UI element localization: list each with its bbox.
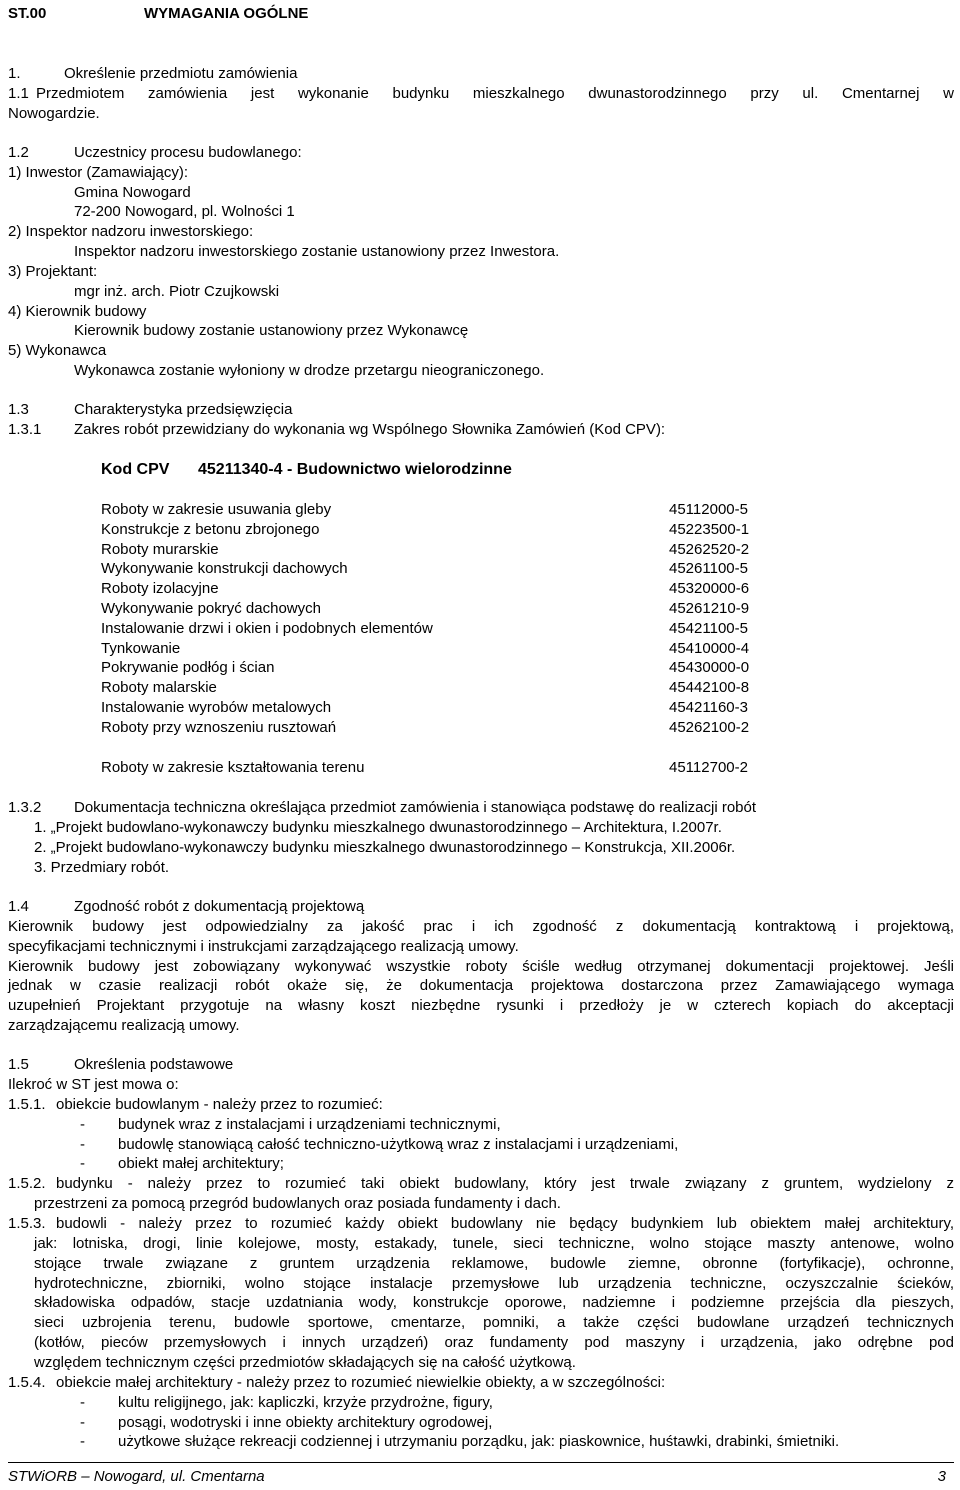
section-1-1-text-cont: Nowogardzie. (8, 105, 100, 122)
definition-number: 1.5.3. (8, 1215, 46, 1232)
doc-list-item: 3. Przedmiary robót. (34, 859, 170, 876)
definition-list-item: kultu religijnego, jak: kapliczki, krzyże przydrożne, figury, (118, 1394, 493, 1411)
participant-investor: 1) Inwestor (Zamawiający): (8, 164, 189, 181)
cpv-item-name: Instalowanie drzwi i okien i podobnych elementów (101, 620, 433, 637)
participant-site-manager: 4) Kierownik budowy (8, 303, 147, 320)
designer-name: mgr inż. arch. Piotr Czujkowski (74, 283, 280, 300)
list-dash: - (80, 1155, 85, 1172)
cpv-item-code: 45430000-0 (669, 659, 750, 676)
definition-text: obiekcie budowlanym - należy przez to rozumieć: (56, 1096, 383, 1113)
section-1-3-title: Charakterystyka przedsięwzięcia (74, 401, 293, 418)
cpv-item-name: Roboty przy wznoszeniu rusztowań (101, 719, 337, 736)
definition-list-item: budynek wraz z instalacjami i urządzeniami technicznymi, (118, 1116, 501, 1133)
section-1-3-2-number: 1.3.2 (8, 799, 42, 816)
definition-list-item: posągi, wodotryski i inne obiekty architektury ogrodowej, (118, 1414, 493, 1431)
definition-text-cont: względem technicznym części przedmiotów składających się na całość użytkową. (34, 1354, 576, 1371)
page-title: WYMAGANIA OGÓLNE (144, 5, 309, 22)
cpv-item-code: 45223500-1 (669, 521, 750, 538)
definition-text: budynku - należy przez to rozumieć taki obiekt budowlany, który jest trwale związany z gruntem, wydzielony z (56, 1175, 954, 1192)
cpv-item-name: Wykonywanie pokryć dachowych (101, 600, 321, 617)
participant-designer: 3) Projektant: (8, 263, 98, 280)
cpv-item-name: Instalowanie wyrobów metalowych (101, 699, 332, 716)
list-dash: - (80, 1116, 85, 1133)
definition-number: 1.5.1. (8, 1096, 46, 1113)
section-1-4-title: Zgodność robót z dokumentacją projektową (74, 898, 365, 915)
definition-number: 1.5.2. (8, 1175, 46, 1192)
cpv-item-name: Roboty w zakresie kształtowania terenu (101, 759, 365, 776)
cpv-item-name: Roboty malarskie (101, 679, 217, 696)
definition-text: budowli - należy przez to rozumieć każdy obiekt budowlany nie będący budynkiem lub obiektem małej architektury, (56, 1215, 954, 1232)
participant-contractor: 5) Wykonawca (8, 342, 107, 359)
inspector-info: Inspektor nadzoru inwestorskiego zostanie ustanowiony przez Inwestora. (74, 243, 560, 260)
definition-number: 1.5.4. (8, 1374, 46, 1391)
cpv-label: Kod CPV (101, 461, 170, 478)
contractor-info: Wykonawca zostanie wyłoniony w drodze przetargu nieograniczonego. (74, 362, 545, 379)
definition-text-cont: jak: lotniska, drogi, linie kolejowe, mosty, estakady, tunele, sieci techniczne, wolno stojące maszty antenowe, wolno (34, 1235, 954, 1252)
investor-address: 72-200 Nowogard, pl. Wolności 1 (74, 203, 295, 220)
cpv-item-code: 45112700-2 (669, 759, 748, 776)
cpv-item-code: 45262100-2 (669, 719, 750, 736)
section-1-2-number: 1.2 (8, 144, 29, 161)
definition-list-item: budowlę stanowiącą całość techniczno-użytkową wraz z instalacjami i urządzeniami, (118, 1136, 679, 1153)
cpv-item-code: 45421160-3 (669, 699, 748, 716)
section-1-3-2-text: Dokumentacja techniczna określająca przedmiot zamówienia i stanowiąca podstawę do realizacji robót (74, 799, 757, 816)
section-1-4-paragraph-line: jednak w czasie realizacji robót okaże się, że dokumentacja projektowa dostarczona przez Zamawiającego wymaga (8, 977, 954, 994)
definition-text-cont: hydrotechniczne, zbiorniki, wolno stojące instalacje przemysłowe lub urządzenia techniczne, oczyszczalnie ścieków, (34, 1275, 954, 1292)
section-1-4-number: 1.4 (8, 898, 29, 915)
definition-text-cont: przestrzeni za pomocą przegród budowlanych oraz posiada fundamenty i dach. (34, 1195, 561, 1212)
doc-list-item: 1. „Projekt budowlano-wykonawczy budynku mieszkalnego dwunastorodzinnego – Architektura, I.2007r. (34, 819, 722, 836)
section-1-5-number: 1.5 (8, 1056, 29, 1073)
section-1-4-paragraph-line: specyfikacjami technicznymi i instrukcjami zarządzającego realizacją umowy. (8, 938, 519, 955)
section-1-4-paragraph-line: Kierownik budowy jest zobowiązany wykonywać wszystkie roboty ściśle według otrzymanej dokumentacji projektowej. Jeśli (8, 958, 954, 975)
cpv-item-code: 45410000-4 (669, 640, 750, 657)
section-1-4-paragraph-line: Kierownik budowy jest odpowiedzialny za jakość prac i ich zgodność z dokumentacją kontraktową i projektową, (8, 918, 954, 935)
list-dash: - (80, 1394, 85, 1411)
section-1-3-1-text: Zakres robót przewidziany do wykonania wg Wspólnego Słownika Zamówień (Kod CPV): (74, 421, 666, 438)
spec-code: ST.00 (8, 5, 47, 22)
participant-inspector: 2) Inspektor nadzoru inwestorskiego: (8, 223, 254, 240)
list-dash: - (80, 1433, 85, 1450)
cpv-item-code: 45262520-2 (669, 541, 750, 558)
cpv-item-code: 45261210-9 (669, 600, 750, 617)
cpv-main-code: 45211340-4 - Budownictwo wielorodzinne (198, 461, 512, 478)
section-1-1-text: Przedmiotem zamówienia jest wykonanie budynku mieszkalnego dwunastorodzinnego przy ul. Cmentarnej w (36, 85, 954, 102)
definition-text-cont: sieci uzbrojenia terenu, budowle sportowe, cmentarze, pomniki, a także części budowlane urządzeń technicznych (34, 1314, 954, 1331)
section-1-5-title: Określenia podstawowe (74, 1056, 234, 1073)
cpv-item-name: Wykonywanie konstrukcji dachowych (101, 560, 348, 577)
list-dash: - (80, 1136, 85, 1153)
section-1-2-title: Uczestnicy procesu budowlanego: (74, 144, 302, 161)
section-1-3-number: 1.3 (8, 401, 29, 418)
cpv-item-name: Roboty murarskie (101, 541, 219, 558)
definition-list-item: obiekt małej architektury; (118, 1155, 284, 1172)
site-manager-info: Kierownik budowy zostanie ustanowiony przez Wykonawcę (74, 322, 469, 339)
definition-text: obiekcie małej architektury - należy przez to rozumieć niewielkie obiekty, a w szczególności: (56, 1374, 666, 1391)
cpv-item-name: Konstrukcje z betonu zbrojonego (101, 521, 320, 538)
cpv-item-name: Roboty w zakresie usuwania gleby (101, 501, 332, 518)
section-1-3-1-number: 1.3.1 (8, 421, 42, 438)
cpv-item-name: Roboty izolacyjne (101, 580, 219, 597)
section-1-5-intro: Ilekroć w ST jest mowa o: (8, 1076, 179, 1093)
section-1-4-paragraph-line: zarządzającemu realizacją umowy. (8, 1017, 240, 1034)
footer-divider (8, 1462, 954, 1463)
section-1-title: Określenie przedmiotu zamówienia (64, 65, 298, 82)
definition-text-cont: stojące trwale związane z gruntem urządzenia reklamowe, budowle ziemne, obronne (fortyfikacje), ochronne, (34, 1255, 954, 1272)
footer-doc-name: STWiORB – Nowogard, ul. Cmentarna (8, 1468, 265, 1485)
cpv-item-code: 45261100-5 (669, 560, 748, 577)
investor-name: Gmina Nowogard (74, 184, 191, 201)
doc-list-item: 2. „Projekt budowlano-wykonawczy budynku mieszkalnego dwunastorodzinnego – Konstrukcja, XII.2006r. (34, 839, 736, 856)
cpv-item-code: 45320000-6 (669, 580, 750, 597)
cpv-item-code: 45442100-8 (669, 679, 750, 696)
page-number: 3 (937, 1468, 946, 1485)
cpv-item-name: Pokrywanie podłóg i ścian (101, 659, 275, 676)
cpv-item-code: 45112000-5 (669, 501, 748, 518)
cpv-item-code: 45421100-5 (669, 620, 748, 637)
list-dash: - (80, 1414, 85, 1431)
definition-text-cont: (kotłów, pieców przemysłowych i innych urządzeń) oraz fundamenty pod maszyny i urządzenia, jako odrębne pod (34, 1334, 954, 1351)
section-1-number: 1. (8, 65, 21, 82)
definition-text-cont: składowiska odpadów, stacje uzdatniania wody, konstrukcje oporowe, nadziemne i podziemne przejścia dla pieszych, (34, 1294, 954, 1311)
cpv-item-name: Tynkowanie (101, 640, 181, 657)
section-1-4-paragraph-line: uzupełnień Projektant przygotuje na własny koszt niezbędne rysunki i przedłoży je w czterech kopiach do akceptacji (8, 997, 954, 1014)
section-1-1-number: 1.1 (8, 85, 29, 102)
definition-list-item: użytkowe służące rekreacji codziennej i utrzymaniu porządku, jak: piaskownice, huśtawki, drabinki, śmietniki. (118, 1433, 840, 1450)
